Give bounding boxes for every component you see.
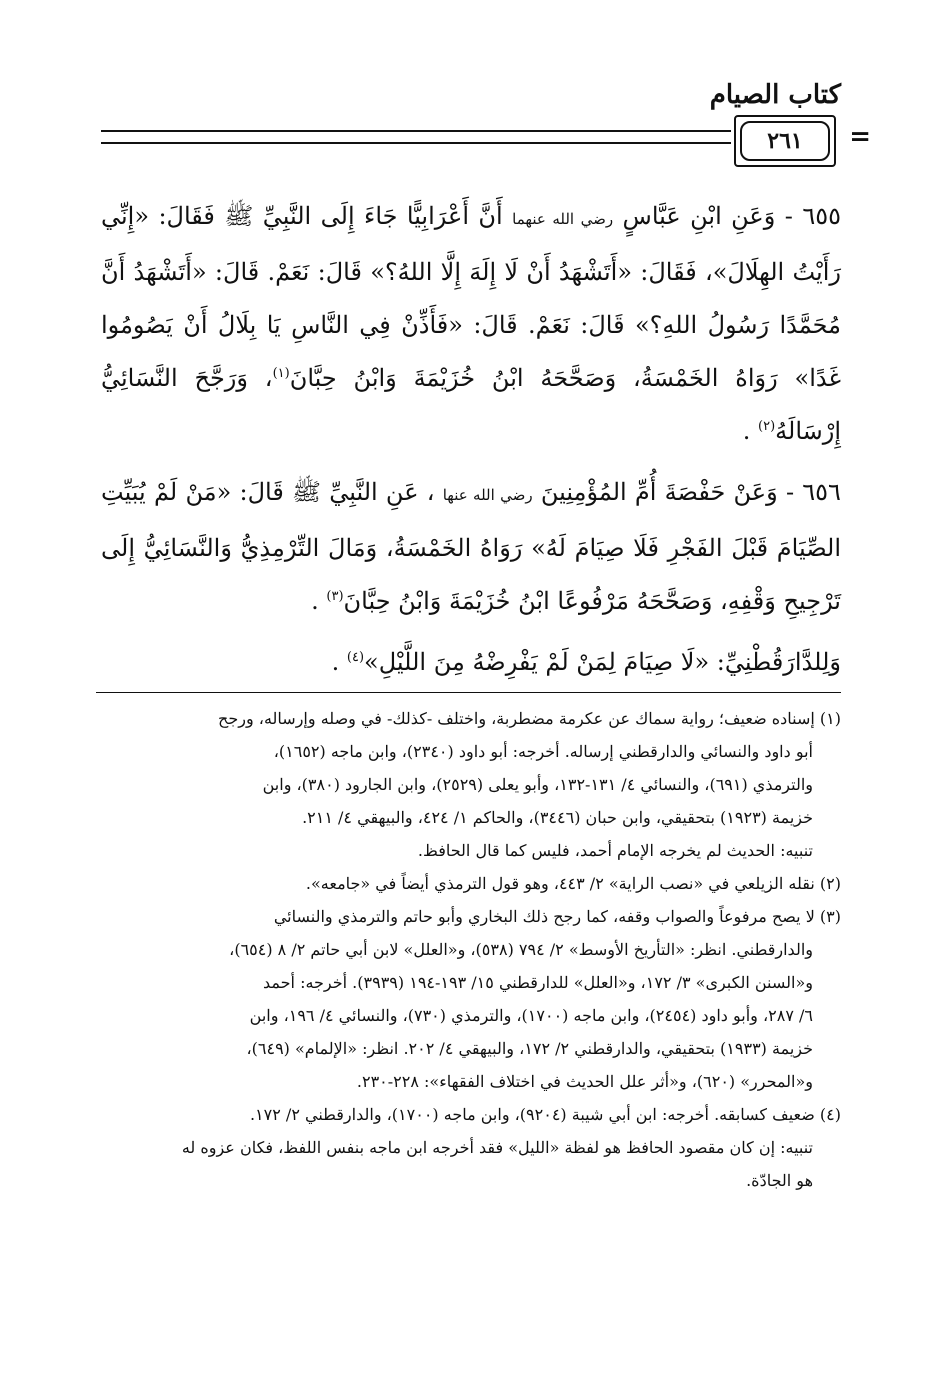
radiyallahu-anhuma-glyph: رضي الله عنهما xyxy=(512,210,614,228)
footnote-ref: (٤) xyxy=(346,650,365,665)
hadith-number: ٦٥٦ - xyxy=(785,478,841,506)
hadith-655: ٦٥٥ - وَعَنِ ابْنِ عَبَّاسٍ رضي الله عنهما أَنَّ أَعْرَابِيًّا جَاءَ إِلَى النَّبِيِّ ﷺ فَقَالَ: «إِنِّي رَأَيْتُ الهِلَالَ»، فَقَالَ: «أَتَشْهَدُ أَنْ لَا إِلَهَ إِلَّا اللهُ؟» قَالَ: نَعَمْ. قَالَ: «أَتَشْهَدُ أَنَّ مُحَمَّدًا رَسُولُ اللهِ؟» قَالَ: نَعَمْ. قَالَ: «فَأَذِّنْ فِي النَّاسِ يَا بِلَالُ أَنْ يَصُومُوا غَدًا» رَوَاهُ الخَمْسَةُ، وَصَحَّحَهُ ابْنُ خُزَيْمَةَ وَابْنُ حِبَّانَ$^{(١)}$، وَرَجَّحَ النَّسَائِيُّ إِرْسَالَهُ$^{(٢)}$ . xyxy=(101,202,842,445)
salawat-glyph: ﷺ xyxy=(292,478,322,506)
radiyallahu-anha-glyph: رضي الله عنها xyxy=(442,486,533,504)
footnote-ref: (٢) xyxy=(758,419,776,434)
page-number-frame xyxy=(734,115,836,167)
footnote-separator xyxy=(96,692,841,693)
hadith-number: ٦٥٥ - xyxy=(784,202,841,230)
salawat-glyph: ﷺ xyxy=(224,202,254,230)
running-title: كتاب الصيام xyxy=(709,80,841,110)
footnote-3: (٣) لا يصح مرفوعاً والصواب وقفه، كما رجح ذلك البخاري وأبو حاتم والترمذي والنسائي والدارقطني. انظر: «التأريخ الأوسط» ٢/ ٧٩٤ (٥٣٨)، و«العلل» لابن أبي حاتم ٢/ ٨ (٦٥٤)، و«السنن الكبرى» ٣/ ١٧٢، و«العلل» للدارقطني ١٥/ ١٩٣-١٩٤ (٣٩٣٩). أخرجه: أحمد ٦/ ٢٨٧، وأبو داود (٢٤٥٤)، وابن ماجه (١٧٠٠)، والترمذي (٧٣٠)، والنسائي ٤/ ١٩٦، وابن خزيمة (١٩٣٣) بتحقيقي، والدارقطني ٢/ ١٧٢، والبيهقي ٤/ ٢٠٢. انظر: «الإلمام» (٦٤٩)، و«المحرر» (٦٢٠)، و«أثر علل الحديث في اختلاف الفقهاء»: ٢٢٨-٢٣٠. xyxy=(229,907,841,1091)
footnote-ref: (٣) xyxy=(326,589,344,604)
hadith-656-addendum: وَلِلدَّارَقُطْنِيِّ: «لَا صِيَامَ لِمَنْ لَمْ يَفْرِضْهُ مِنَ اللَّيْلِ»$^{(٤)}$ . xyxy=(331,648,841,676)
header-end-mark: = xyxy=(849,122,871,152)
footnote-ref: (١) xyxy=(272,366,290,381)
page-number: ٢٦١ xyxy=(740,121,830,161)
hadith-656: ٦٥٦ - وَعَنْ حَفْصَةَ أُمِّ المُؤْمِنِينَ رضي الله عنها ، عَنِ النَّبِيِّ ﷺ قَالَ: «مَنْ لَمْ يُبَيِّتِ الصِّيَامَ قَبْلَ الفَجْرِ فَلَا صِيَامَ لَهُ» رَوَاهُ الخَمْسَةُ، وَمَالَ التِّرْمِذِيُّ وَالنَّسَائِيُّ إِلَى تَرْجِيحِ وَقْفِهِ، وَصَحَّحَهُ مَرْفُوعًا ابْنُ خُزَيْمَةَ وَابْنُ حِبَّانَ$^{(٣)}$ . xyxy=(101,478,841,615)
footnotes xyxy=(96,702,841,1197)
footnote-4: (٤) ضعيف كسابقه. أخرجه: ابن أبي شيبة (٩٢٠٤)، وابن ماجه (١٧٠٠)، والدارقطني ٢/ ١٧٢. تنبيه: إن كان مقصود الحافظ هو لفظة «الليل» فقد أخرجه ابن ماجه بنفس اللفظ، فكان عزوه له هو الجادّة. xyxy=(181,1105,841,1190)
footnote-1: (١) إسناده ضعيف؛ رواية سماك عن عكرمة مضطربة، واختلف -كذلك- في وصله وإرساله، ورجح أبو داود والنسائي والدارقطني إرساله. أخرجه: أبو داود (٢٣٤٠)، وابن ماجه (١٦٥٢)، والترمذي (٦٩١)، والنسائي ٤/ ١٣١-١٣٢، وأبو يعلى (٢٥٢٩)، وابن الجارود (٣٨٠)، وابن خزيمة (١٩٢٣) بتحقيقي، وابن حبان (٣٤٤٦)، والحاكم ١/ ٤٢٤، والبيهقي ٤/ ٢١١. تنبيه: الحديث لم يخرجه الإمام أحمد، فليس كما قال الحافظ. xyxy=(218,709,841,860)
main-text xyxy=(101,190,841,697)
header-double-rule xyxy=(101,130,731,144)
footnote-2: (٢) نقله الزيلعي في «نصب الراية» ٢/ ٤٤٣، وهو قول الترمذي أيضاً في «جامعه». xyxy=(305,874,841,893)
